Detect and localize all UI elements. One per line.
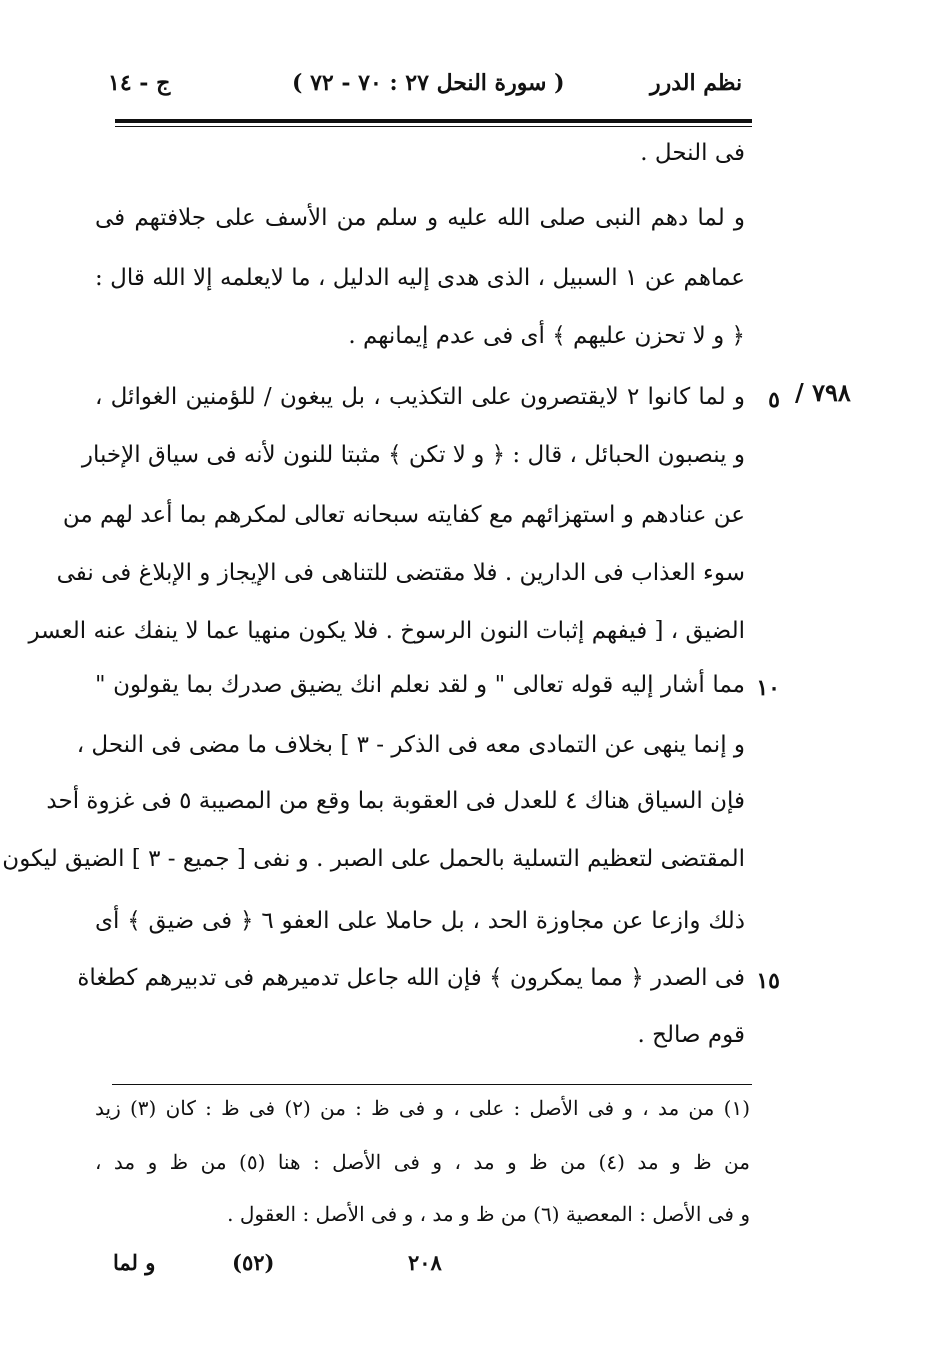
body-line: ذلك وازعا عن مجاوزة الحد ، بل حاملا على العفو ٦ ﴿ فى ضيق ﴾ أى	[95, 908, 745, 934]
body-line: سوء العذاب فى الدارين . فلا مقتضى للتناهى فى الإيجاز و الإبلاغ فى نفى	[56, 560, 745, 586]
body-line: فإن السياق هناك ٤ للعدل فى العقوبة بما وقع من المصيبة ٥ فى غزوة أحد	[46, 788, 745, 814]
body-line: ﴿ و لا تحزن عليهم ﴾ أى فى عدم إيمانهم .	[348, 323, 745, 349]
header-rule	[115, 119, 752, 123]
body-line: الضيق ، [ فيفهم إثبات النون الرسوخ . فلا يكون منهيا عما لا ينفك عنه العسر	[28, 618, 745, 644]
body-line: و ينصبون الحبائل ، قال : ﴿ و لا تكن ﴾ مثبتا للنون لأنه فى سياق الإخبار	[81, 442, 745, 468]
surah-reference: ( سورة النحل ٢٧ : ٧٠ - ٧٢ )	[292, 70, 565, 96]
body-line: فى النحل .	[640, 140, 745, 166]
line-number: ١٠	[756, 675, 780, 701]
line-number: ٥	[768, 387, 780, 413]
body-line: المقتضى لتعظيم التسلية بالحمل على الصبر . و نفى [ جميع - ٣ ] الضيق ليكون	[2, 846, 745, 872]
running-title: نظم الدرر	[650, 70, 743, 96]
body-line: عماهم عن ١ السبيل ، الذى هدى إليه الدليل ، ما لايعلمه إلا الله قال :	[95, 265, 745, 291]
footnote-rule	[112, 1084, 752, 1085]
signature-mark: (٥٢)	[232, 1250, 275, 1275]
page-number: ٢٠٨	[408, 1250, 442, 1275]
body-line: قوم صالح .	[637, 1022, 745, 1048]
body-line: و إنما ينهى عن التمادى معه فى الذكر - ٣ ] بخلاف ما مضى فى النحل ،	[76, 732, 745, 758]
footnote-line: و فى الأصل : المعصية (٦) من ظ و مد ، و فى الأصل : العقول .	[227, 1202, 750, 1226]
header-rule-thin	[115, 126, 752, 127]
line-number: ١٥	[756, 968, 780, 994]
footnote-line: (١) من مد ، و فى الأصل : على ، و فى ظ : من (٢) فى ظ : كان (٣) زيد	[95, 1096, 750, 1120]
manuscript-folio-reference: ٧٩٨ /	[795, 378, 851, 407]
body-line: و لما دهم النبى صلى الله عليه و سلم من الأسف على جلافتهم فى	[95, 205, 745, 231]
body-line: فى الصدر ﴿ مما يمكرون ﴾ فإن الله جاعل تدميرهم فى تدبيرهم كطغاة	[77, 965, 745, 991]
footnote-line: من ظ و مد (٤) من ظ و مد ، و فى الأصل : هنا (٥) من ظ و مد ،	[95, 1150, 750, 1174]
volume-number: ج - ١٤	[108, 70, 171, 96]
catchword: و لما	[113, 1250, 156, 1275]
body-line: مما أشار إليه قوله تعالى " و لقد نعلم انك يضيق صدرك بما يقولون "	[95, 672, 745, 698]
body-line: و لما كانوا ٢ لايقتصرون على التكذيب ، بل يبغون / للؤمنين الغوائل ،	[95, 384, 745, 410]
body-line: عن عنادهم و استهزائهم مع كفايته سبحانه تعالى لمكرهم بما أعد لهم من	[62, 502, 745, 528]
